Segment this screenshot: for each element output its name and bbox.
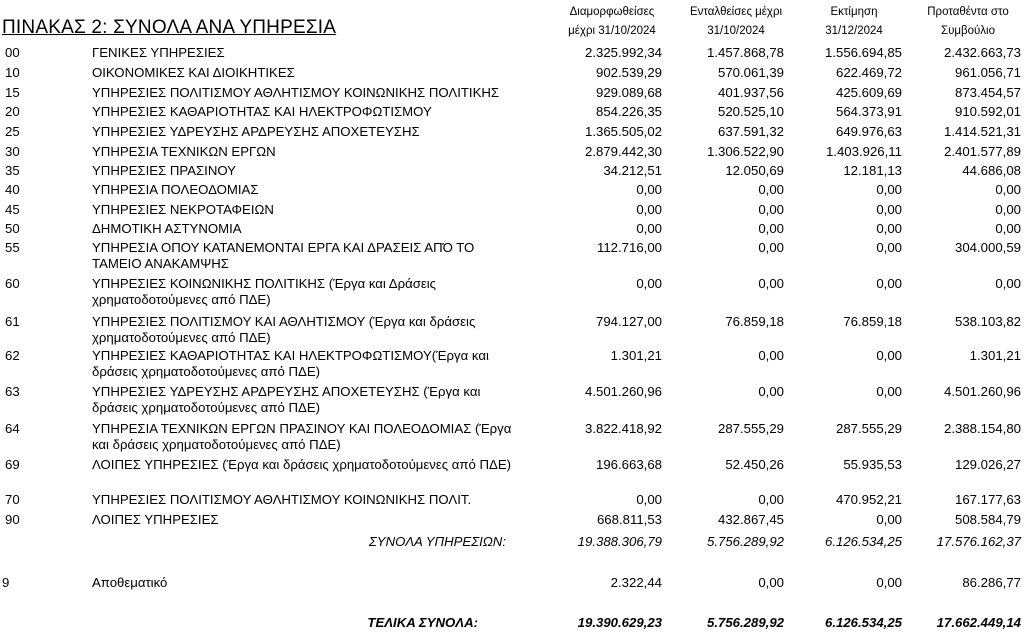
row-proposed: 4.501.260,96 bbox=[943, 384, 1021, 399]
header-col-committed bbox=[680, 6, 792, 38]
row-committed: 0,00 bbox=[758, 202, 784, 217]
row-estimate: 0,00 bbox=[876, 276, 902, 291]
row-committed: 0,00 bbox=[758, 221, 784, 236]
header-col-budgeted bbox=[556, 6, 668, 38]
row-estimate: 622.469,72 bbox=[835, 65, 902, 80]
row-estimate: 12.181,13 bbox=[843, 163, 902, 178]
grand-total-committed: 5.756.289,92 bbox=[706, 615, 784, 630]
header-col-proposed bbox=[912, 6, 1024, 38]
subtotal-estimate: 6.126.534,25 bbox=[824, 534, 902, 549]
header-col-budgeted-line1: Διαμορφωθείσες bbox=[569, 6, 655, 18]
header-col-estimate-line1: Εκτίμηση bbox=[830, 6, 878, 18]
row-budgeted: 0,00 bbox=[636, 492, 662, 507]
row-code: 69 bbox=[5, 457, 20, 472]
grand-total-label: ΤΕΛΙΚΑ ΣΥΝΟΛΑ: bbox=[367, 615, 478, 630]
row-budgeted: 0,00 bbox=[636, 202, 662, 217]
row-code: 10 bbox=[5, 65, 20, 80]
row-proposed: 0,00 bbox=[995, 182, 1021, 197]
row-estimate: 1.403.926,11 bbox=[825, 144, 902, 159]
row-committed: 0,00 bbox=[758, 276, 784, 291]
row-code: 63 bbox=[5, 384, 20, 399]
reserve-committed: 0,00 bbox=[758, 575, 784, 590]
row-code: 00 bbox=[5, 45, 20, 60]
row-estimate: 0,00 bbox=[876, 240, 902, 255]
row-code: 20 bbox=[5, 104, 20, 119]
row-proposed: 2.388.154,80 bbox=[943, 421, 1021, 436]
row-proposed: 538.103,82 bbox=[954, 314, 1021, 329]
row-budgeted: 2.325.992,34 bbox=[584, 45, 662, 60]
row-description: ΥΠΗΡΕΣΙΕΣ ΥΔΡΕΥΣΗΣ ΑΡΔΡΕΥΣΗΣ ΑΠΟΧΕΤΕΥΣΗΣ bbox=[92, 124, 420, 139]
row-description: ΥΠΗΡΕΣΙΑ ΤΕΧΝΙΚΩΝ ΕΡΓΩΝ ΠΡΑΣΙΝΟΥ ΚΑΙ ΠΟΛΕΟΔΟΜΙΑΣ (Έργα και δράσεις χρηματοδοτούμενες από ΠΔΕ) bbox=[92, 421, 512, 452]
row-proposed: 129.026,27 bbox=[954, 457, 1021, 472]
row-code: 50 bbox=[5, 221, 20, 236]
reserve-description: Αποθεματικό bbox=[92, 575, 168, 590]
row-description: ΔΗΜΟΤΙΚΗ ΑΣΤΥΝΟΜΙΑ bbox=[92, 221, 242, 236]
row-budgeted: 112.716,00 bbox=[596, 240, 662, 255]
row-budgeted: 34.212,51 bbox=[603, 163, 662, 178]
header-col-proposed-line2: Συμβούλιο bbox=[940, 25, 996, 37]
row-committed: 637.591,32 bbox=[717, 124, 784, 139]
row-budgeted: 0,00 bbox=[636, 182, 662, 197]
row-estimate: 1.556.694,85 bbox=[824, 45, 902, 60]
row-proposed: 0,00 bbox=[995, 202, 1021, 217]
row-proposed: 961.056,71 bbox=[954, 65, 1021, 80]
row-committed: 52.450,26 bbox=[725, 457, 784, 472]
row-estimate: 287.555,29 bbox=[835, 421, 902, 436]
subtotal-committed: 5.756.289,92 bbox=[706, 534, 784, 549]
row-code: 40 bbox=[5, 182, 20, 197]
row-description: ΥΠΗΡΕΣΙΕΣ ΚΟΙΝΩΝΙΚΗΣ ΠΟΛΙΤΙΚΗΣ (Έργα και Δράσεις χρηματοδοτούμενες από ΠΔΕ) bbox=[92, 276, 437, 307]
row-committed: 0,00 bbox=[758, 348, 784, 363]
row-description: ΛΟΙΠΕΣ ΥΠΗΡΕΣΙΕΣ (Έργα και δράσεις χρηματοδοτούμενες από ΠΔΕ) bbox=[92, 457, 512, 472]
row-description: ΥΠΗΡΕΣΙΕΣ ΠΟΛΙΤΙΣΜΟΥ ΚΑΙ ΑΘΛΗΤΙΣΜΟΥ (Έργα και δράσεις χρηματοδοτούμενες από ΠΔΕ) bbox=[92, 314, 476, 345]
row-committed: 520.525,10 bbox=[717, 104, 784, 119]
row-description: ΥΠΗΡΕΣΙΕΣ ΚΑΘΑΡΙΟΤΗΤΑΣ ΚΑΙ ΗΛΕΚΤΡΟΦΩΤΙΣΜΟΥ bbox=[92, 104, 432, 119]
row-committed: 76.859,18 bbox=[725, 314, 784, 329]
row-budgeted: 2.879.442,30 bbox=[584, 144, 662, 159]
row-proposed: 44.686,08 bbox=[962, 163, 1021, 178]
grand-total-budgeted: 19.390.629,23 bbox=[577, 615, 662, 630]
reserve-proposed: 86.286,77 bbox=[962, 575, 1021, 590]
row-description: ΓΕΝΙΚΕΣ ΥΠΗΡΕΣΙΕΣ bbox=[92, 45, 225, 60]
row-description: ΥΠΗΡΕΣΙΕΣ ΥΔΡΕΥΣΗΣ ΑΡΔΡΕΥΣΗΣ ΑΠΟΧΕΤΕΥΣΗΣ (Έργα και δράσεις χρηματοδοτούμενες από ΠΔΕ) bbox=[92, 384, 481, 415]
row-committed: 287.555,29 bbox=[717, 421, 784, 436]
header-col-proposed-line1: Προταθέντα στο bbox=[927, 6, 1009, 18]
row-description: ΥΠΗΡΕΣΙΑ ΠΟΛΕΟΔΟΜΙΑΣ bbox=[92, 182, 259, 197]
row-proposed: 304.000,59 bbox=[954, 240, 1021, 255]
row-committed: 0,00 bbox=[758, 182, 784, 197]
row-committed: 1.457.868,78 bbox=[706, 45, 784, 60]
reserve-budgeted: 2.322,44 bbox=[610, 575, 662, 590]
row-estimate: 55.935,53 bbox=[843, 457, 902, 472]
row-proposed: 0,00 bbox=[995, 221, 1021, 236]
row-estimate: 470.952,21 bbox=[835, 492, 902, 507]
row-proposed: 910.592,01 bbox=[954, 104, 1021, 119]
row-budgeted: 902.539,29 bbox=[595, 65, 662, 80]
row-budgeted: 0,00 bbox=[636, 221, 662, 236]
subtotal-label: ΣΥΝΟΛΑ ΥΠΗΡΕΣΙΩΝ: bbox=[368, 534, 506, 549]
page-title: ΠΙΝΑΚΑΣ 2: ΣΥΝΟΛΑ ΑΝΑ ΥΠΗΡΕΣΙΑ bbox=[2, 17, 337, 38]
row-description: ΥΠΗΡΕΣΙΕΣ ΝΕΚΡΟΤΑΦΕΙΩΝ bbox=[92, 202, 274, 217]
row-code: 15 bbox=[5, 85, 20, 100]
row-estimate: 76.859,18 bbox=[843, 314, 902, 329]
row-proposed: 2.401.577,89 bbox=[943, 144, 1021, 159]
row-code: 30 bbox=[5, 144, 20, 159]
row-proposed: 2.432.663,73 bbox=[943, 45, 1021, 60]
row-code: 90 bbox=[5, 512, 20, 527]
row-description: ΥΠΗΡΕΣΙΑ ΤΕΧΝΙΚΩΝ ΕΡΓΩΝ bbox=[92, 144, 276, 159]
row-budgeted: 196.663,68 bbox=[595, 457, 662, 472]
row-proposed: 167.177,63 bbox=[954, 492, 1021, 507]
row-budgeted: 1.301,21 bbox=[610, 348, 662, 363]
row-estimate: 564.373,91 bbox=[835, 104, 902, 119]
grand-total-estimate: 6.126.534,25 bbox=[824, 615, 902, 630]
row-budgeted: 668.811,53 bbox=[596, 512, 662, 527]
row-estimate: 0,00 bbox=[876, 221, 902, 236]
row-code: 64 bbox=[5, 421, 20, 436]
row-budgeted: 4.501.260,96 bbox=[584, 384, 662, 399]
row-proposed: 0,00 bbox=[995, 276, 1021, 291]
row-committed: 0,00 bbox=[758, 384, 784, 399]
subtotal-budgeted: 19.388.306,79 bbox=[577, 534, 662, 549]
row-code: 60 bbox=[5, 276, 20, 291]
row-description: ΟΙΚΟΝΟΜΙΚΕΣ ΚΑΙ ΔΙΟΙΚΗΤΙΚΕΣ bbox=[92, 65, 295, 80]
header-col-committed-line1: Ενταλθείσες μέχρι bbox=[689, 6, 783, 18]
row-budgeted: 1.365.505,02 bbox=[584, 124, 662, 139]
row-estimate: 0,00 bbox=[876, 384, 902, 399]
row-committed: 570.061,39 bbox=[717, 65, 784, 80]
row-estimate: 649.976,63 bbox=[835, 124, 902, 139]
reserve-code: 9 bbox=[2, 575, 10, 590]
header-col-estimate bbox=[798, 6, 910, 38]
subtotal-proposed: 17.576.162,37 bbox=[936, 534, 1021, 549]
row-description: ΛΟΙΠΕΣ ΥΠΗΡΕΣΙΕΣ bbox=[92, 512, 219, 527]
row-estimate: 0,00 bbox=[876, 348, 902, 363]
header-col-estimate-line2: 31/12/2024 bbox=[825, 25, 883, 37]
row-description: ΥΠΗΡΕΣΙΕΣ ΠΡΑΣΙΝΟΥ bbox=[92, 163, 236, 178]
row-estimate: 0,00 bbox=[876, 182, 902, 197]
row-committed: 1.306.522,90 bbox=[706, 144, 784, 159]
header-col-budgeted-line2: μέχρι 31/10/2024 bbox=[568, 25, 656, 37]
row-code: 45 bbox=[5, 202, 20, 217]
row-code: 62 bbox=[5, 348, 20, 363]
row-budgeted: 854.226,35 bbox=[595, 104, 662, 119]
row-code: 61 bbox=[5, 314, 20, 329]
row-code: 25 bbox=[5, 124, 20, 139]
row-proposed: 508.584,79 bbox=[954, 512, 1021, 527]
row-estimate: 425.609,69 bbox=[835, 85, 902, 100]
row-code: 35 bbox=[5, 163, 20, 178]
grand-total-proposed: 17.662.449,14 bbox=[936, 615, 1021, 630]
reserve-estimate: 0,00 bbox=[876, 575, 902, 590]
row-budgeted: 0,00 bbox=[636, 276, 662, 291]
row-committed: 12.050,69 bbox=[725, 163, 784, 178]
row-committed: 0,00 bbox=[758, 240, 784, 255]
row-description: ΥΠΗΡΕΣΙΕΣ ΠΟΛΙΤΙΣΜΟΥ ΑΘΛΗΤΙΣΜΟΥ ΚΟΙΝΩΝΙΚΗΣ ΠΟΛΙΤ. bbox=[92, 492, 472, 507]
row-proposed: 1.301,21 bbox=[969, 348, 1021, 363]
row-description: ΥΠΗΡΕΣΙΕΣ ΠΟΛΙΤΙΣΜΟΥ ΑΘΛΗΤΙΣΜΟΥ ΚΟΙΝΩΝΙΚΗΣ ΠΟΛΙΤΙΚΗΣ bbox=[92, 85, 500, 100]
row-budgeted: 794.127,00 bbox=[595, 314, 662, 329]
row-budgeted: 929.089,68 bbox=[595, 85, 662, 100]
header-col-committed-line2: 31/10/2024 bbox=[707, 25, 765, 37]
row-committed: 432.867,45 bbox=[717, 512, 784, 527]
row-code: 55 bbox=[5, 240, 20, 255]
row-proposed: 873.454,57 bbox=[954, 85, 1021, 100]
row-budgeted: 3.822.418,92 bbox=[584, 421, 662, 436]
row-estimate: 0,00 bbox=[876, 512, 902, 527]
row-description: ΥΠΗΡΕΣΙΕΣ ΚΑΘΑΡΙΟΤΗΤΑΣ ΚΑΙ ΗΛΕΚΤΡΟΦΩΤΙΣΜΟΥ(Έργα και δράσεις χρηματοδοτούμενες από ΠΔΕ) bbox=[92, 348, 489, 379]
row-proposed: 1.414.521,31 bbox=[943, 124, 1021, 139]
row-committed: 0,00 bbox=[758, 492, 784, 507]
row-estimate: 0,00 bbox=[876, 202, 902, 217]
row-description: ΥΠΗΡΕΣΙΑ ΟΠΟΥ ΚΑΤΑΝΕΜΟΝΤΑΙ ΕΡΓΑ ΚΑΙ ΔΡΑΣΕΙΣ ΑΠΌ ΤΟ ΤΑΜΕΙΟ ΑΝΑΚΑΜΨΗΣ bbox=[92, 240, 475, 271]
row-committed: 401.937,56 bbox=[717, 85, 784, 100]
row-code: 70 bbox=[5, 492, 20, 507]
